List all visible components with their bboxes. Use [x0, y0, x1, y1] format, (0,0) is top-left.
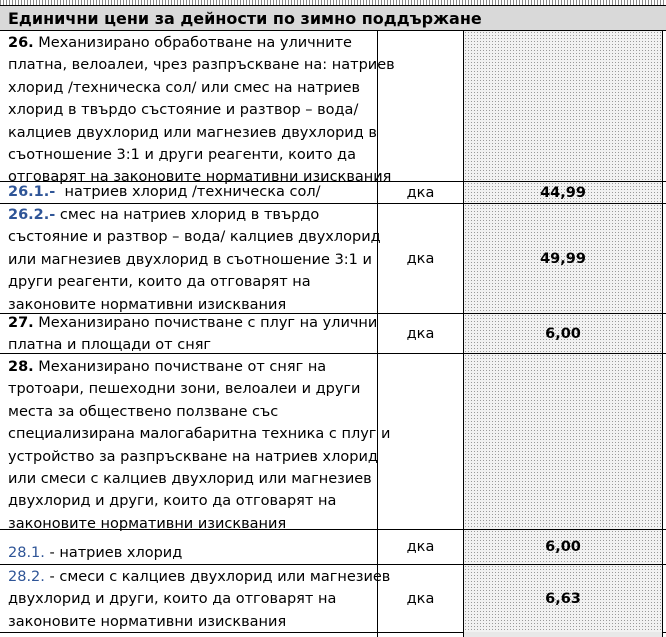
price-cell[interactable]: 6,00: [463, 314, 663, 353]
price-cell[interactable]: 44,99: [463, 182, 663, 203]
table-row-26-1[interactable]: [0, 182, 666, 204]
item-number: 28.: [8, 359, 34, 375]
unit-cell: [377, 354, 463, 529]
price-cell[interactable]: 6,00: [463, 530, 663, 564]
description-cell: 26.2.- смес на натриев хлорид в твърдо състояние и разтвор – вода/ калциев двухлорид или магнезиев двухлорид в съотношение 3:1 и други реагенти, които да отговарят на законовите нормативни изисквания: [8, 207, 381, 313]
item-number: 28.2.: [8, 569, 45, 585]
item-number: 28.1.: [8, 545, 45, 561]
table-row-27[interactable]: [0, 314, 666, 354]
description-cell: 28.2. - смеси с калциев двухлорид или магнезиев двухлорид и други, които да отговарят на законовите нормативни изисквания: [8, 569, 391, 630]
description-cell: 26.1.- натриев хлорид /техническа сол/: [8, 184, 321, 200]
description-cell: 26. Механизирано обработване на уличните платна, велоалеи, чрез разпръскване на: натриев хлорид /техническа сол/ или смес на натриев хлорид в твърдо състояние и разтвор – вода/ калциев двухлорид или магнезиев двухлорид в съотношение 3:1 и други реагенти, които да отговарят на законовите нормативни изисквания: [8, 35, 395, 186]
table-row-28-2[interactable]: [0, 565, 666, 633]
table-row-28[interactable]: [0, 354, 666, 530]
table-row-26[interactable]: [0, 31, 666, 186]
description-cell: 27. Механизирано почистване с плуг на улични платна и площади от сняг: [8, 315, 378, 354]
unit-cell: дка: [377, 530, 463, 564]
price-cell[interactable]: 6,63: [463, 565, 663, 632]
price-cell[interactable]: [463, 31, 663, 181]
item-number: 26.1.-: [8, 184, 56, 200]
unit-cell: [377, 31, 463, 181]
description-cell: 28.1. - натриев хлорид: [8, 545, 183, 561]
table-row-26-2[interactable]: [0, 204, 666, 314]
table-title: Единични цени за дейности по зимно поддържане: [8, 9, 482, 28]
table-header: [0, 5, 666, 31]
table-row-28-1[interactable]: [0, 530, 666, 565]
unit-cell: дка: [377, 565, 463, 632]
item-number: 26.2.-: [8, 207, 56, 223]
price-cell[interactable]: [463, 354, 663, 529]
price-cell[interactable]: 49,99: [463, 204, 663, 313]
unit-cell: дка: [377, 204, 463, 313]
cut-off-next-row: [0, 632, 666, 637]
item-number: 26.: [8, 35, 34, 51]
item-number: 27.: [8, 315, 34, 331]
description-cell: 28. Механизирано почистване от сняг на тротоари, пешеходни зони, велоалеи и други места за обществено ползване със специализирана малогабаритна техника с плуг и устройство за разпръскване на натриев хлорид или смеси с калциев двухлорид или магнезиев двухлорид и други, които да отговарят на законовите нормативни изисквания: [8, 359, 391, 532]
unit-cell: дка: [377, 182, 463, 203]
unit-cell: дка: [377, 314, 463, 353]
